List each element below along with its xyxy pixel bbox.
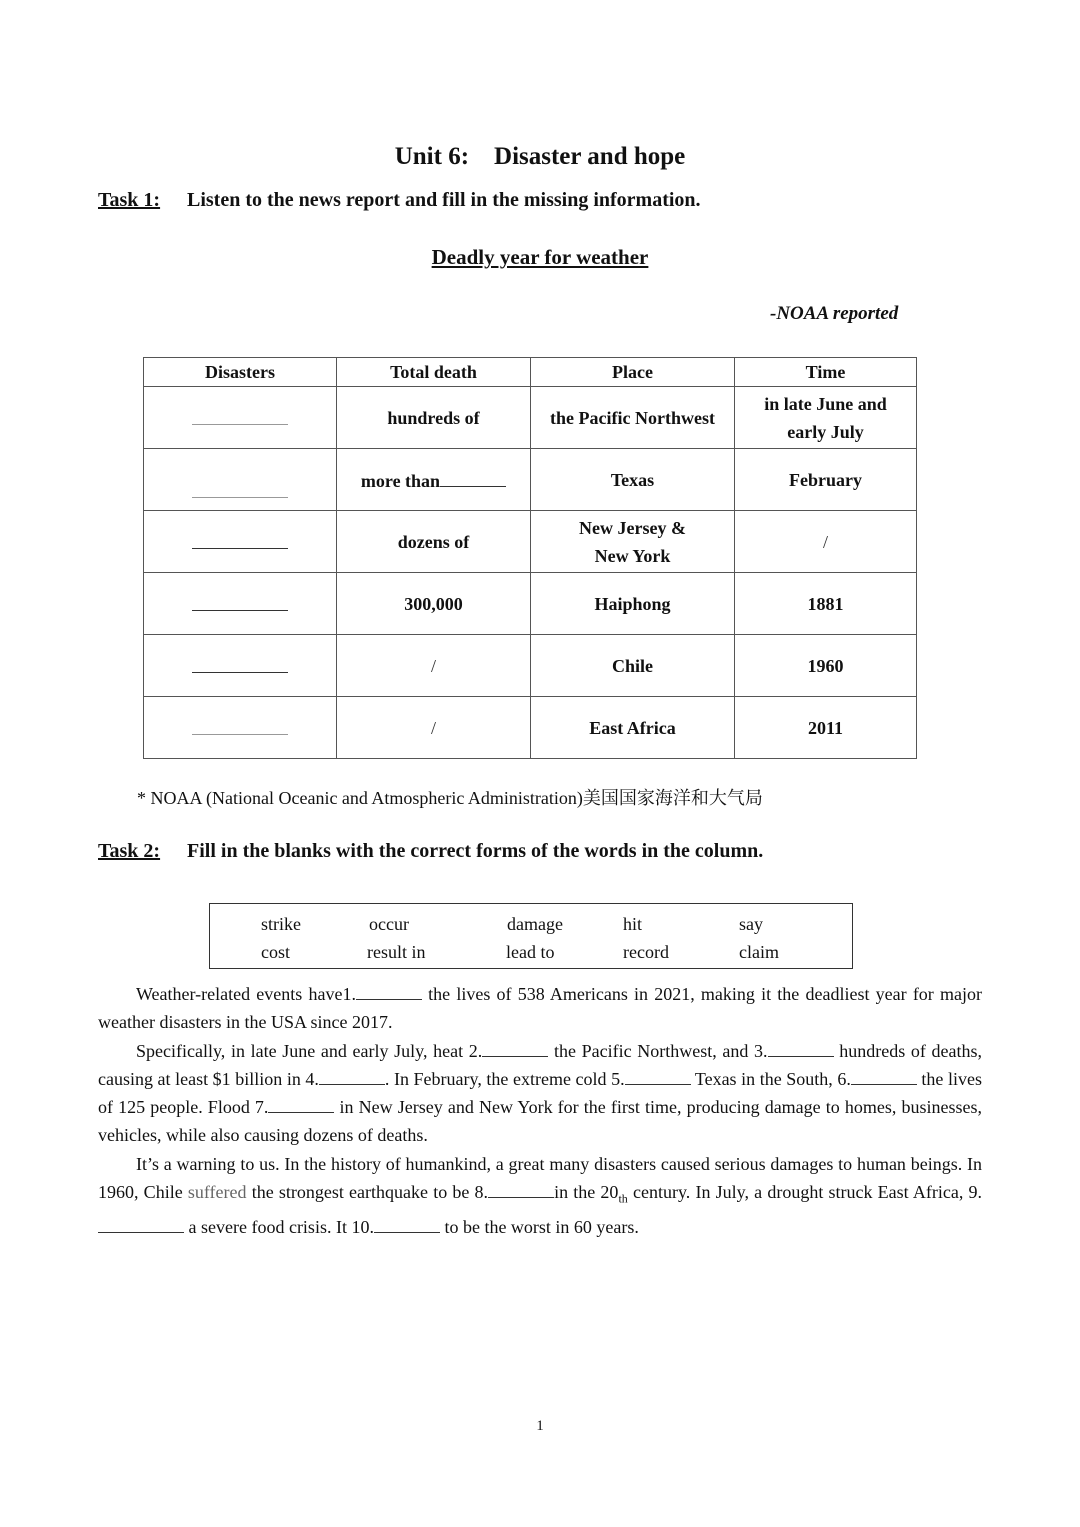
passage-paragraph [98,980,982,1037]
task2-label: Task 2: [98,840,161,862]
answer-line [192,475,288,498]
blank-5[interactable] [625,1066,691,1085]
blank-4[interactable] [319,1066,385,1085]
place-line: New York [594,545,671,566]
task1-label: Task 1: [98,189,161,211]
blank-2[interactable] [482,1038,548,1057]
disaster-blank[interactable] [144,511,337,573]
task2-instruction: Fill in the blanks with the correct forms of the words in the column. [187,840,764,862]
total-death-cell: dozens of [337,511,531,573]
passage-text: a severe food crisis. It 10. [184,1216,374,1237]
disasters-table [143,357,917,759]
passage-text: the Pacific Northwest, and 3. [548,1040,768,1061]
blank-3[interactable] [768,1038,834,1057]
blank-7[interactable] [268,1094,334,1113]
passage-text: in New Jersey and New York for the first time, producing damage to homes, businesses, vehicles, while also causing dozens of deaths. [98,1097,982,1146]
table-row [144,449,917,511]
table-row [144,511,917,573]
total-death-cell: / [337,635,531,697]
header-total-death: Total death [337,358,531,387]
answer-line [192,402,288,425]
word-option: occur [369,914,409,934]
passage-text: hundreds of deaths, causing at least $1 billion in 4. [98,1040,982,1089]
source-credit: -NOAA reported [770,303,899,324]
word-option: strike [261,914,301,934]
header-time: Time [735,358,917,387]
time-line: in late June and [764,393,887,414]
disaster-blank[interactable] [144,697,337,759]
place-cell: East Africa [531,697,735,759]
disaster-blank[interactable] [144,449,337,511]
blank-1[interactable] [356,981,422,1000]
table-header-row [144,358,917,387]
time-cell [735,387,917,449]
page-number: 1 [536,1418,544,1434]
word-option: claim [739,942,779,962]
ordinal-suffix: th [618,1191,628,1206]
time-cell: 2011 [735,697,917,759]
place-cell [531,511,735,573]
place-cell: Chile [531,635,735,697]
passage-text: to be the worst in 60 years. [439,1216,639,1237]
header-place: Place [531,358,735,387]
place-cell: the Pacific Northwest [531,387,735,449]
place-line: New Jersey & [579,517,686,538]
passage-paragraph [98,1150,982,1241]
task1-heading [98,189,701,212]
time-cell: 1881 [735,573,917,635]
blank-10[interactable] [374,1214,440,1233]
disaster-blank[interactable] [144,573,337,635]
passage-text: Specifically, in late June and early July, heat 2. [136,1040,483,1061]
passage-text: It’s a warning to us. In the history of humankind, a great many disasters caused serious damages to human beings. In 1960, Chile [98,1153,982,1203]
time-cell: February [735,449,917,511]
disaster-blank[interactable] [144,635,337,697]
word-option: lead to [506,942,555,962]
word-option: record [623,942,669,962]
passage-text: Texas in the South, 6. [690,1068,851,1089]
word-box [209,903,853,969]
total-death-text: more than [360,471,441,491]
answer-line [192,588,288,611]
passage-text: in the 20 [554,1182,619,1203]
blank-9[interactable] [98,1214,184,1233]
time-line: early July [787,421,864,442]
total-death-cell [337,449,531,511]
noaa-footnote: * NOAA (National Oceanic and Atmospheric Administration)美国国家海洋和大气局 [137,788,763,808]
answer-line [192,712,288,735]
word-option: damage [507,914,563,934]
disaster-blank[interactable] [144,387,337,449]
answer-line[interactable] [440,464,506,487]
passage-text: the strongest earthquake to be 8. [246,1182,489,1203]
task1-instruction: Listen to the news report and fill in the missing information. [187,189,701,211]
answer-line [192,650,288,673]
word-option: say [739,914,763,934]
header-disasters: Disasters [144,358,337,387]
total-death-cell: 300,000 [337,573,531,635]
table-row [144,387,917,449]
table-row [144,635,917,697]
passage [98,980,982,1241]
word-option: result in [367,942,426,962]
time-cell: / [735,511,917,573]
page-title: Unit 6: Disaster and hope [394,143,686,170]
word-option: cost [261,942,290,962]
word-option: hit [623,914,643,934]
passage-text: century. In July, a drought struck East Africa, 9. [627,1182,983,1203]
passage-paragraph [98,1037,982,1150]
task2-heading [98,840,763,863]
place-cell: Haiphong [531,573,735,635]
place-cell: Texas [531,449,735,511]
table-row [144,573,917,635]
table-row [144,697,917,759]
section-subtitle: Deadly year for weather [431,245,649,269]
blank-6[interactable] [851,1066,917,1085]
blank-8[interactable] [488,1179,554,1198]
answer-line [192,526,288,549]
passage-text: Weather-related events have1. [136,984,356,1004]
passage-text: suffered [187,1182,247,1203]
passage-text: the lives of 538 Americans in 2021, making it the deadliest year for major weather disasters in the USA since 2017. [98,984,982,1033]
passage-text: the lives of 125 people. Flood 7. [98,1068,982,1118]
total-death-cell: / [337,697,531,759]
passage-text: . In February, the extreme cold 5. [384,1068,625,1089]
total-death-cell: hundreds of [337,387,531,449]
time-cell: 1960 [735,635,917,697]
